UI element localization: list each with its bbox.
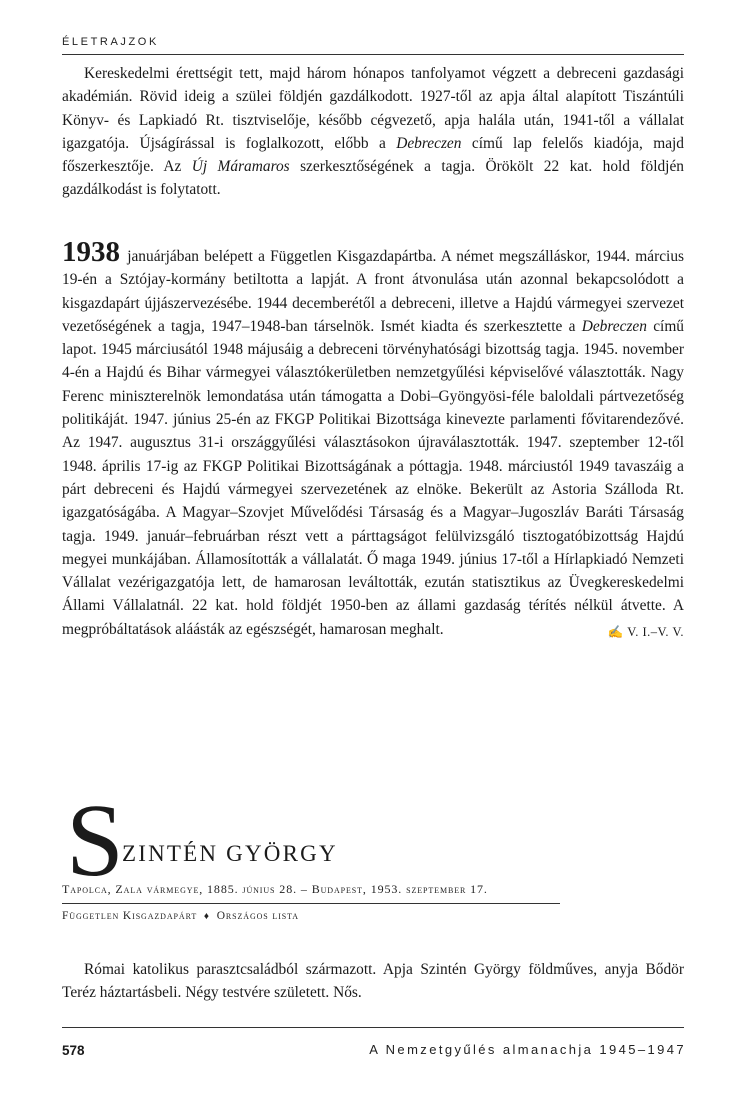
text-run: szerkesztőségének a tagja. Örökölt 22 kat. hold földjén gazdálkodást is folytatott.	[62, 158, 684, 199]
section-header-label: ÉLETRAJZOK	[62, 36, 159, 48]
drop-cap-initial: S	[66, 783, 124, 898]
text-run: Kereskedelmi érettségit tett, majd három hónapos tanfolyamot végzett a debreceni gazdasági akadémián. Rövid ideig a szülei földjén gazdálkodott. 1927-től az apja által alapított Tiszántúli Könyv- és Lapkiadó Rt. tisztviselője, később cégvezető, apja halála után, 1941-től a vállalat igazgatója. Újságírással is foglalkozott, előbb a	[62, 65, 684, 152]
entry-name: ZINTÉN GYÖRGY	[122, 841, 338, 866]
paragraph-text	[62, 236, 684, 641]
birth-death-line: Tapolca, Zala vármegye, 1885. június 28. – Budapest, 1953. szeptember 17.	[62, 882, 488, 896]
book-title: A Nemzetgyűlés almanachja 1945–1947	[369, 1042, 686, 1057]
header-divider	[62, 54, 684, 55]
newspaper-title: Új Máramaros	[191, 158, 290, 176]
text-run: című lap felelős kiadója, majd főszerkesztője. Az	[62, 134, 684, 176]
paragraph-text: Római katolikus parasztcsaládból származott. Apja Szintén György földműves, anyja Bődör Teréz háztartásbeli. Négy testvére született. Nős.	[62, 961, 684, 1002]
list-type: Országos lista	[216, 910, 299, 922]
party-name: Független Kisgazdapárt	[62, 910, 198, 922]
text-run: januárjában belépett a Független Kisgazdapártba. A német megszálláskor, 1944. március 19-én a Sztójay-kormány betiltotta a lapját. A front átvonulása után azonnal bekapcsolódott a kisgazdapárt újjászervezésébe. 1944 decemberétől a debreceni, illetve a Hajdú vármegyei szervezet vezetőségének a tagja, 1947–1948-ban társelnök. Ismét kiadta és szerkesztette a	[62, 248, 684, 335]
diamond-separator-icon: ♦	[203, 911, 210, 922]
entry-paragraph	[62, 958, 684, 1005]
page-number: 578	[62, 1043, 85, 1058]
newspaper-title: Debreczen	[396, 134, 462, 152]
footer-divider	[62, 1027, 684, 1028]
text-run: című lapot. 1945 márciusától 1948 májusáig a debreceni törvényhatósági bizottság tagja. 1945. november 4-én a Hajdú és Bihar vármegyei választókerületben nemzetgyűlési képviselővé választották. Nagy Ferenc miniszterelnök lemondatása után támogatta a Dobi–Gyöngyösi-féle baloldali pártvezetőség politikáját. 1947. június 25-én az FKGP Politikai Bizottsága kinevezte parlamenti fővitarendezővé. Az 1947. augusztus 31-i országgyűlési választásokon újraválasztották. 1947. szeptember 12-től 1948. április 17-ig az FKGP Politikai Bizottságának a póttagja. 1948. márciustól 1949 tavaszáig a párt debreceni és Hajdú vármegyei szervezetének az elnöke. Bekerült az Astoria Szálloda Rt. igazgatóságába. A Magyar–Szovjet Művelődési Társaság és a Magyar–Jugoszláv Baráti Társaság tagja. 1949. január–februárban részt vett a párttagságot felülvizsgáló tisztogatóbizottság Hajdú megyei munkájában. Államosították a vállalatát. Ő maga 1949. június 17-től a Hírlapkiadó Nemzeti Vállalat vezérigazgatója lett, de hamarosan leváltották, ezután statisztikus az Üvegkereskedelmi Állami Vállalatnál. 22 kat. hold földjét 1950-ben az állami gazdaság térítés nélkül átvette. A megpróbáltatások aláásták az egészségét, hamarosan meghalt.	[62, 317, 684, 638]
previous-entry-paragraph-2	[62, 236, 684, 644]
paragraph-text	[62, 62, 684, 202]
bio-divider	[62, 903, 560, 904]
previous-entry-paragraph-1	[62, 62, 684, 202]
year-lead: 1938	[62, 236, 120, 268]
party-line	[62, 910, 299, 922]
newspaper-title: Debreczen	[581, 317, 647, 335]
author-signature: ✍ V. I.–V. V.	[607, 624, 684, 639]
